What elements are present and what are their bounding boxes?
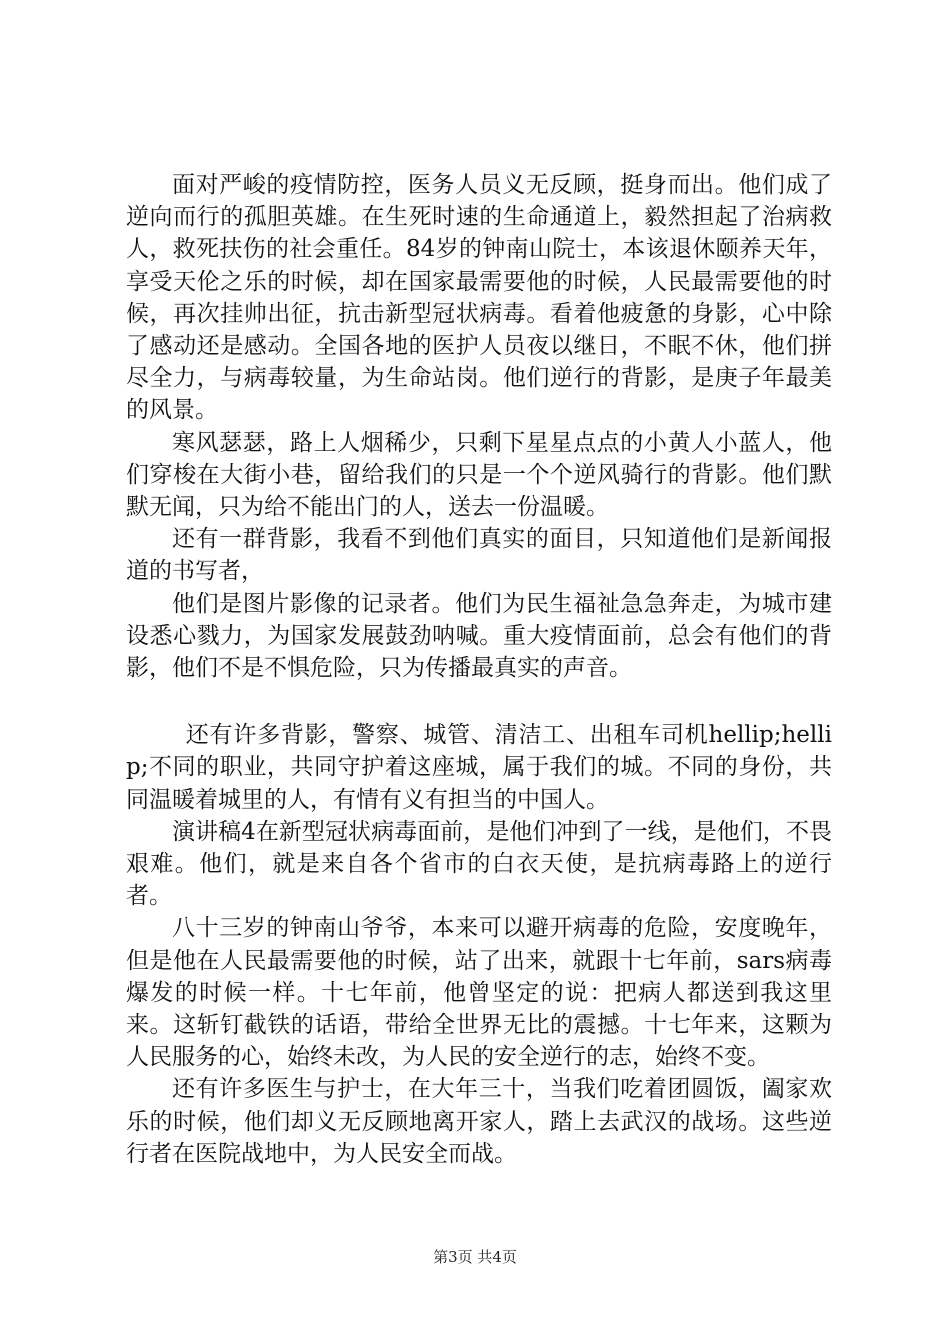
- paragraph: 演讲稿4在新型冠状病毒面前，是他们冲到了一线，是他们，不畏艰难。他们，就是来自各个省市的白衣天使，是抗病毒路上的逆行者。: [126, 818, 832, 910]
- paragraph: 还有许多医生与护士，在大年三十，当我们吃着团圆饭，阖家欢乐的时候，他们却义无反顾地离开家人，踏上去武汉的战场。这些逆行者在医院战地中，为人民安全而战。: [126, 1076, 832, 1167]
- document-body: [126, 169, 832, 1170]
- paragraph: 八十三岁的钟南山爷爷，本来可以避开病毒的危险，安度晚年，但是他在人民最需要他的时候，站了出来，就跟十七年前，sars病毒爆发的时候一样。十七年前，他曾坚定的说：把病人都送到我这里来。这斩钉截铁的话语，带给全世界无比的震撼。十七年来，这颗为人民服务的心，始终未改，为人民的安全逆行的志，始终不变。: [126, 915, 832, 1071]
- paragraph: 还有一群背影，我看不到他们真实的面目，只知道他们是新闻报道的书写者，: [126, 526, 832, 585]
- paragraph: 寒风瑟瑟，路上人烟稀少，只剩下星星点点的小黄人小蓝人，他们穿梭在大街小巷，留给我们的只是一个个逆风骑行的背影。他们默默无闻，只为给不能出门的人，送去一份温暖。: [126, 429, 832, 521]
- paragraph: 他们是图片影像的记录者。他们为民生福祉急急奔走，为城市建设悉心戮力，为国家发展鼓劲呐喊。重大疫情面前，总会有他们的背影，他们不是不惧危险，只为传播最真实的声音。: [126, 590, 832, 682]
- paragraph: 面对严峻的疫情防控，医务人员义无反顾，挺身而出。他们成了逆向而行的孤胆英雄。在生死时速的生命通道上，毅然担起了治病救人，救死扶伤的社会重任。84岁的钟南山院士，本该退休颐养天年，享受天伦之乐的时候，却在国家最需要他的时候，人民最需要他的时候，再次挂帅出征，抗击新型冠状病毒。看着他疲惫的身影，心中除了感动还是感动。全国各地的医护人员夜以继日，不眠不休，他们拼尽全力，与病毒较量，为生命站岗。他们逆行的背影，是庚子年最美的风景。: [126, 172, 832, 424]
- paragraph: 还有许多背影，警察、城管、清洁工、出租车司机hellip;hellip;不同的职业，共同守护着这座城，属于我们的城。不同的身份，共同温暖着城里的人，有情有义有担当的中国人。: [126, 722, 832, 813]
- page-footer: 第3页 共4页: [433, 1248, 517, 1266]
